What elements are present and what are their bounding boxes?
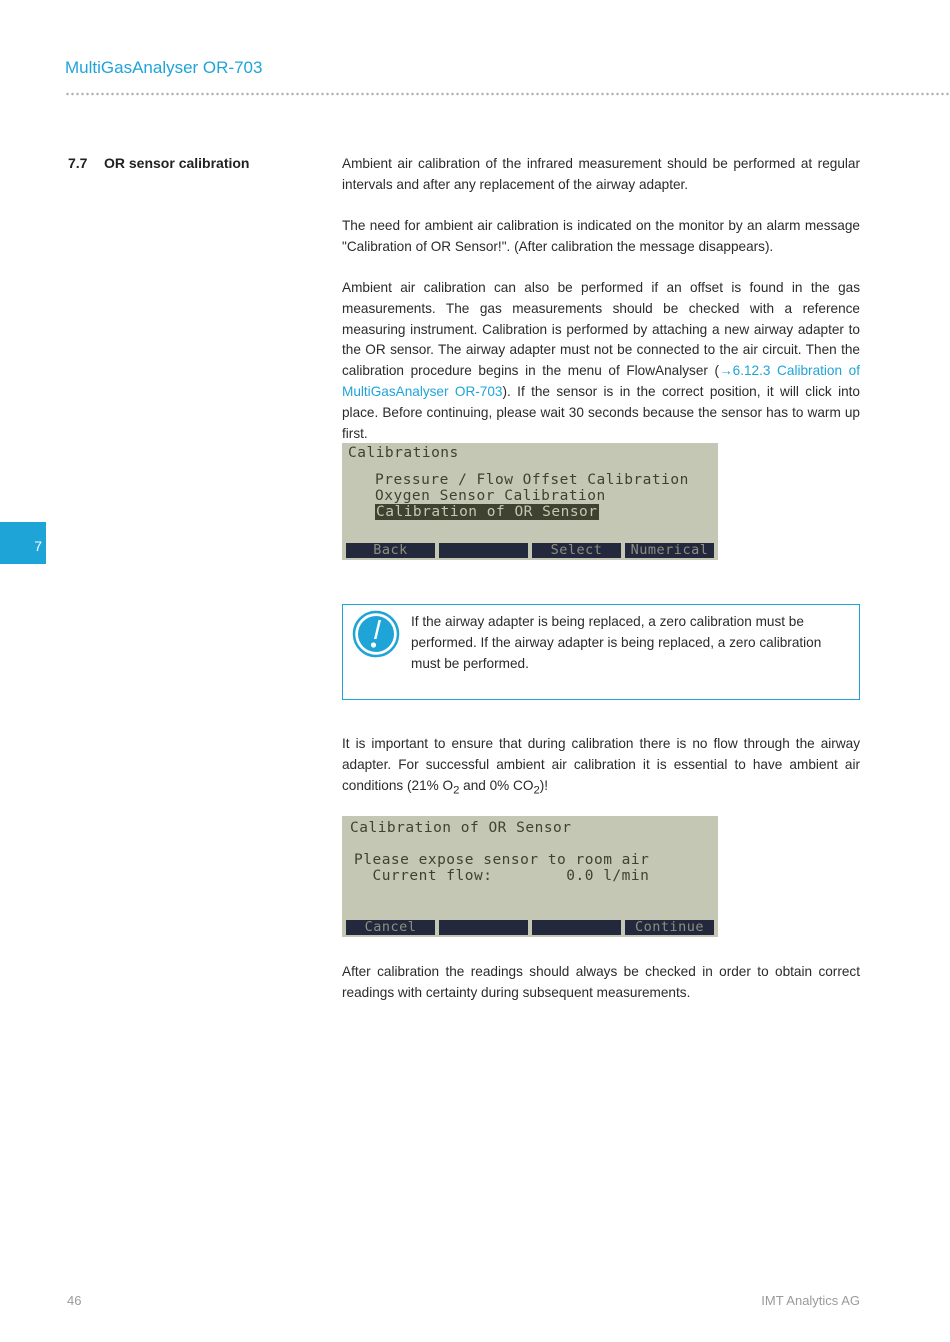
paragraph-intro: Ambient air calibration of the infrared measurement should be performed at regular intervals and after any replacement of the airway adapter. xyxy=(342,156,860,192)
page-number: 46 xyxy=(67,1293,82,1308)
note-text: If the airway adapter is being replaced, a zero calibration must be performed. If the airway adapter is being replaced, a zero calibration must be performed. xyxy=(411,614,822,671)
paragraph-offset: Ambient air calibration can also be performed if an offset is found in the gas measurements. The gas measurements should be checked with a reference measuring instrument. Calibration is performed by attaching a new airway adapter to the OR sensor. The airway adapter must not be connected to the air circuit. Then the calibration procedure begins in the menu of FlowAnalyser (→6.12.3 Calibration of MultiGasAnalyser OR-703). If the sensor is in the correct position, it will click into place. Before continuing, please wait 30 seconds because the sensor has to warm up first. xyxy=(342,280,860,441)
softkey-numerical: Numerical xyxy=(625,543,714,558)
section-number: 7.7 xyxy=(68,155,88,171)
chapter-tab-number: 7 xyxy=(34,538,42,554)
lcd-screenshot-calibrations xyxy=(342,443,718,560)
section-title: OR sensor calibration xyxy=(104,155,250,171)
paragraph-alarm: The need for ambient air calibration is indicated on the monitor by an alarm message "Calibration of OR Sensor!". (After calibration the message disappears). xyxy=(342,218,860,254)
lcd-screenshot-or-sensor xyxy=(342,816,718,937)
lcd-flow-readout: Current flow: 0.0 l/min xyxy=(354,868,650,884)
lcd-menu-item-selected: Calibration of OR Sensor xyxy=(376,504,598,520)
softkey-empty xyxy=(439,920,528,935)
paragraph-no-flow: It is important to ensure that during calibration there is no flow through the airway adapter. For successful ambient air calibration it is essential to have ambient air conditions (21% $O_2$ and 0% $CO_2$)! xyxy=(342,736,860,797)
lcd-menu-item: Oxygen Sensor Calibration xyxy=(375,488,606,504)
lcd-softkey-bar xyxy=(346,543,714,558)
section-heading xyxy=(68,155,249,171)
softkey-select: Select xyxy=(532,543,621,558)
note-box xyxy=(342,604,860,700)
softkey-back: Back xyxy=(346,543,435,558)
softkey-empty xyxy=(532,920,621,935)
chapter-tab xyxy=(0,522,46,564)
cross-reference-link[interactable]: →6.12.3 Calibration of MultiGasAnalyser OR-703 xyxy=(342,363,860,399)
lcd-title: Calibrations xyxy=(348,445,459,461)
lcd-title: Calibration of OR Sensor xyxy=(350,820,572,836)
exclamation-icon xyxy=(352,610,400,658)
lcd-menu-item: Pressure / Flow Offset Calibration xyxy=(375,472,689,488)
paragraph-after-calibration: After calibration the readings should always be checked in order to obtain correct readings with certainty during subsequent measurements. xyxy=(342,964,860,1000)
softkey-cancel: Cancel xyxy=(346,920,435,935)
softkey-empty xyxy=(439,543,528,558)
running-header-title: MultiGasAnalyser OR-703 xyxy=(65,58,263,77)
lcd-instruction: Please expose sensor to room air xyxy=(354,852,650,868)
dotted-divider xyxy=(65,92,950,96)
lcd-softkey-bar xyxy=(346,920,714,935)
softkey-continue: Continue xyxy=(625,920,714,935)
footer-company: IMT Analytics AG xyxy=(761,1293,860,1308)
